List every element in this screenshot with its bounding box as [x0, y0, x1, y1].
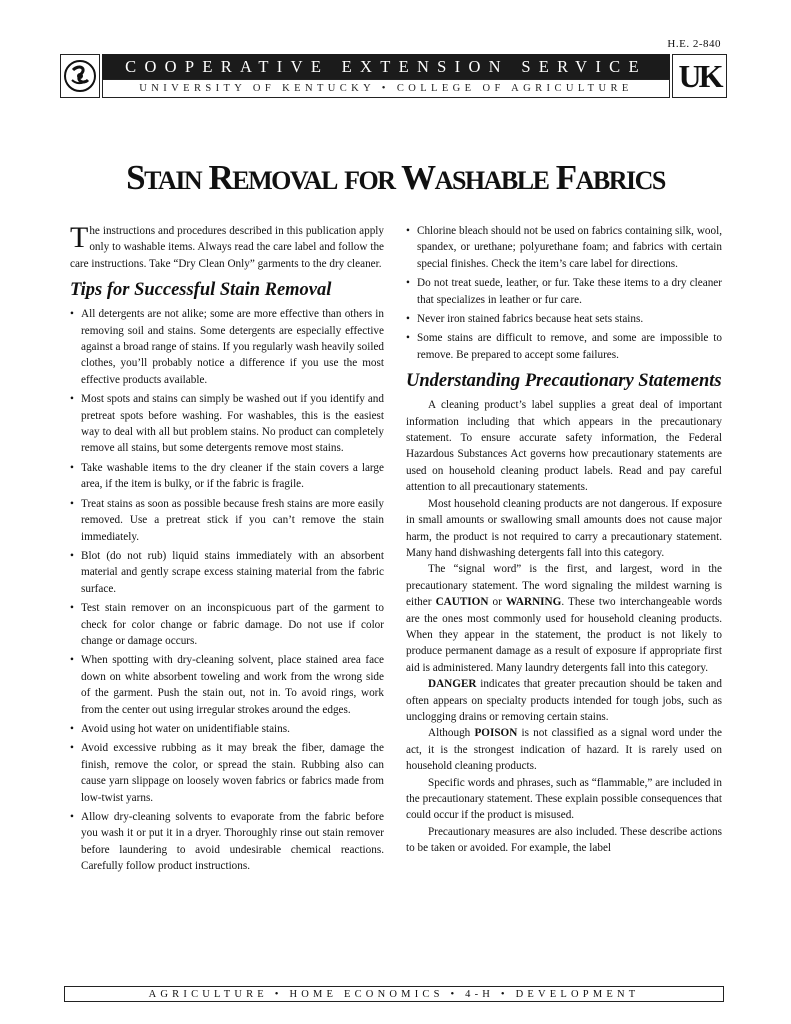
list-item: • Avoid using hot water on unidentifiable stains.: [70, 721, 384, 737]
list-item: • Test stain remover on an inconspicuous part of the garment to check for color change or fabric damage. Do not use if color change or damage occurs.: [70, 600, 384, 649]
page-title: STAIN REMOVAL FOR WASHABLE FABRICS: [126, 158, 665, 197]
banner-university: UNIVERSITY OF KENTUCKY • COLLEGE OF AGRICULTURE: [102, 79, 670, 98]
right-column: [406, 223, 722, 857]
list-item: • Avoid excessive rubbing as it may break the fiber, damage the finish, remove the color, or spread the stain. Rubbing also can cause yarn slippage on loosely woven fabrics or fabrics made from low-twist yarns.: [70, 740, 384, 806]
paragraph: Precautionary measures are also included. These describe actions to be taken or avoided. For example, the label: [406, 825, 722, 855]
tips-list: [70, 306, 384, 874]
left-column: [70, 223, 384, 878]
tips-heading: Tips for Successful Stain Removal: [70, 280, 332, 301]
footer-banner: AGRICULTURE • HOME ECONOMICS • 4-H • DEVELOPMENT: [64, 986, 724, 1002]
banner-cooperative-extension: COOPERATIVE EXTENSION SERVICE: [102, 54, 670, 79]
list-item: • When spotting with dry-cleaning solvent, place stained area face down on white absorbent toweling and work from the wrong side of the garment. Push the stain out, not in. To avoid rings, work from the center out using irregular strokes around the edges.: [70, 652, 384, 718]
list-item: • All detergents are not alike; some are more effective than others in removing soil and stains. Some detergents are especially effective against a broad range of stains. If you regularly wash heavily soiled clothes, you’ll probably notice a difference if you use the most effective products available.: [70, 306, 384, 388]
paragraph: Although POISON is not classified as a signal word under the act, it is the strongest indication of hazard. It is rarely used on household cleaning products.: [406, 727, 722, 773]
extension-seal-icon: [60, 54, 100, 98]
paragraph: The “signal word” is the first, and largest, word in the precautionary statement. The word signaling the mildest warning is either CAUTION or WARNING. These two interchangeable words are the ones most commonly used for household cleaning products. When they appear in the statement, the product is not likely to produce permanent damage as a result of exposure if appropriate first aid is administered. Many laundry detergents fall into this category.: [406, 563, 723, 674]
list-item: • Take washable items to the dry cleaner if the stain covers a large area, if the item is bulky, or if the fabric is fragile.: [70, 460, 384, 493]
document-number: H.E. 2-840: [667, 38, 721, 50]
intro-paragraph: The instructions and procedures described in this publication apply only to washable items. Always read the care label and follow the care instructions. Take “Dry Clean Only” garments to the dry cleaner.: [70, 221, 384, 270]
list-item: • Do not treat suede, leather, or fur. Take these items to a dry cleaner that specializes in leather or fur care.: [406, 275, 722, 308]
masthead: [60, 54, 727, 98]
list-item: • Never iron stained fabrics because heat sets stains.: [406, 311, 722, 327]
precaution-heading: Understanding Precautionary Statements: [406, 371, 722, 392]
list-item: • Some stains are difficult to remove, and some are impossible to remove. Be prepared to accept some failures.: [406, 330, 722, 363]
paragraph: DANGER indicates that greater precaution should be taken and often appears on specialty products intended for tough jobs, such as unclogging drains or removing certain stains.: [406, 678, 722, 723]
uk-logo: UK: [672, 54, 727, 98]
list-item: • Blot (do not rub) liquid stains immediately with an absorbent material and gently scrape excess staining material from the fabric surface.: [70, 548, 384, 597]
list-item: • Chlorine bleach should not be used on fabrics containing silk, wool, spandex, or urethane; polyurethane foam; and fabrics with certain special finishes. Check the item’s care label for directions.: [406, 223, 722, 272]
paragraph: A cleaning product’s label supplies a great deal of important information including that which appears in the precautionary statement. To ensure accurate safety information, the Federal Hazardous Substances Act governs how precautionary statements are used on household cleaning product labels. Read and pay careful attention to all precautionary statements.: [406, 399, 722, 494]
list-item: • Most spots and stains can simply be washed out if you identify and pretreat spots before washing. For washables, this is the easiest way to deal with all but problem stains. No product can completely remove all stains, but some detergents remove most stains.: [70, 391, 384, 457]
list-item: • Allow dry-cleaning solvents to evaporate from the fabric before you wash it or put it in a dryer. Thoroughly rinse out stain remover before laundering to avoid undesirable chemical reactions. Carefully follow product instructions.: [70, 809, 384, 875]
paragraph: Specific words and phrases, such as “flammable,” are included in the precautionary statement. These explain possible consequences that could occur if the product is misused.: [406, 776, 722, 822]
drop-cap: T: [70, 221, 89, 254]
paragraph: Most household cleaning products are not dangerous. If exposure in small amounts or swallowing small amounts does not cause major harm, the product is not required to carry a precautionary statement. Many hand dishwashing detergents fall into this category.: [406, 497, 722, 559]
list-item: • Treat stains as soon as possible because fresh stains are more easily removed. Use a pretreat stick if you can’t remove the stain immediately.: [70, 496, 384, 545]
tips-list-continued: [406, 223, 722, 363]
